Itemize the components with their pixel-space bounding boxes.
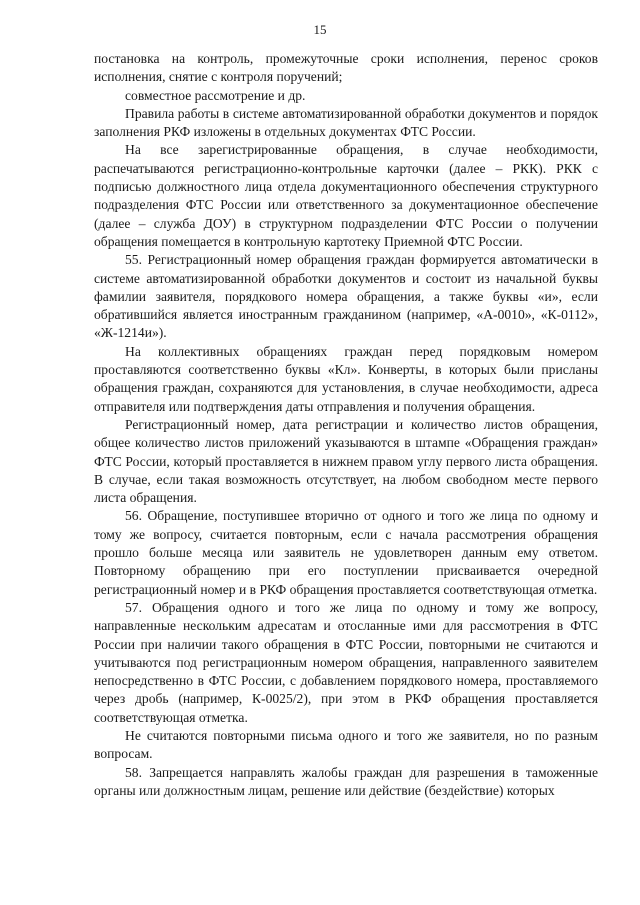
paragraph: 55. Регистрационный номер обращения граждан формируется автоматически в системе автоматизированной обработки документов и состоит из начальной буквы фамилии заявителя, порядкового номера обращения, а также буквы «и», если обратившийся является иностранным гражданином (например, «А-0010», «К-0112», «Ж-1214и»). (94, 252, 598, 341)
paragraph: постановка на контроль, промежуточные сроки исполнения, перенос сроков исполнения, снятие с контроля поручений; (94, 51, 598, 85)
paragraph: На все зарегистрированные обращения, в случае необходимости, распечатываются регистрационно-контрольные карточки (далее – РКК). РКК с подписью должностного лица отдела документационного обеспечения структурного подразделения ФТС России или ответственного за документационное обеспечение (далее – служба ДОУ) в структурном подразделении ФТС России о получении обращения помещается в контрольную картотеку Приемной ФТС России. (94, 142, 598, 249)
paragraph: На коллективных обращениях граждан перед порядковым номером проставляются соответственно буквы «Кл». Конверты, в которых были присланы обращения граждан, сохраняются для установления, в случае необходимости, адреса отправителя или подтверждения даты отправления и получения обращения. (94, 343, 598, 414)
page-number: 15 (313, 22, 327, 37)
paragraph: 57. Обращения одного и того же лица по одному и тому же вопросу, направленные нескольким адресатам и отосланные ими для рассмотрения в ФТС России при наличии такого обращения в ФТС России, повторными не считаются и учитываются под регистрационным номером обращения, направленного заявителем непосредственно в ФТС России, с добавлением порядкового номера, проставляемого через дробь (например, К-0025/2), при этом в РКФ обращения проставляется соответствующая отметка. (94, 599, 598, 725)
paragraph: совместное рассмотрение и др. (125, 87, 306, 103)
document-body (94, 50, 598, 800)
paragraph: Не считаются повторными письма одного и того же заявителя, но по разным вопросам. (94, 727, 598, 762)
paragraph: 58. Запрещается направлять жалобы граждан для разрешения в таможенные органы или должностным лицам, решение или действие (бездействие) которых (94, 764, 598, 798)
paragraph: Регистрационный номер, дата регистрации и количество листов обращения, общее количество листов приложений указываются в штампе «Обращения граждан» ФТС России, который проставляется в нижнем правом углу первого листа обращения. В случае, если такая возможность отсутствует, на любом свободном месте первого листа обращения. (94, 416, 598, 506)
paragraph: 56. Обращение, поступившее вторично от одного и того же лица по одному и тому же вопросу, считается повторным, если с начала рассмотрения обращения прошло больше месяца или заявитель не удовлетворен данным ему ответом. Повторному обращению при его поступлении присваивается очередной регистрационный номер и в РКФ обращения проставляется соответствующая отметка. (94, 508, 598, 597)
paragraph: Правила работы в системе автоматизированной обработки документов и порядок заполнения РКФ изложены в отдельных документах ФТС России. (94, 105, 598, 140)
